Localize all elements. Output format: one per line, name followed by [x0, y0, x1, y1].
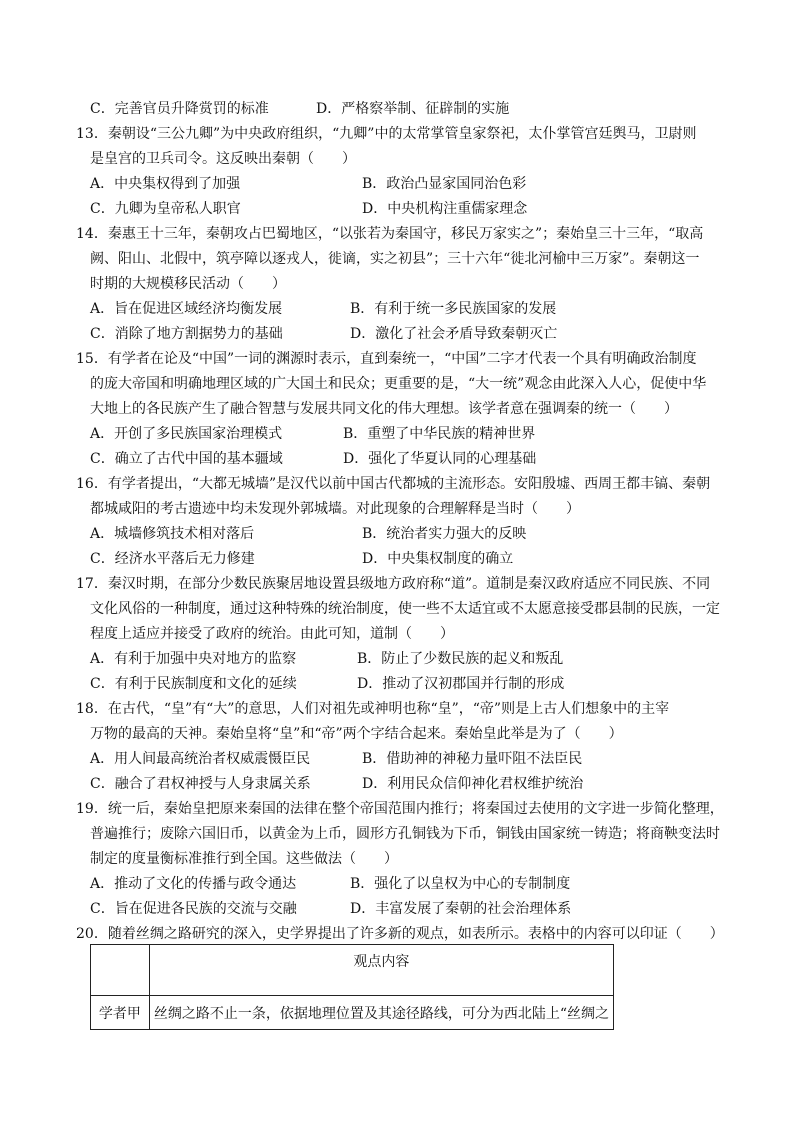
q17-stem-line3: 程度上适应并接受了政府的统治。由此可知，道制（ ） — [90, 626, 454, 642]
q13-option-a: A．中央集权得到了加强 — [90, 176, 241, 192]
q13-stem-line2: 是皇宫的卫兵司令。这反映出秦朝（ ） — [90, 151, 356, 167]
q18-option-d: D．利用民众信仰神化君权维护统治 — [362, 776, 584, 792]
q17-option-b: B．防止了少数民族的起义和叛乱 — [357, 651, 564, 667]
q14-option-c: C．消除了地方割据势力的基础 — [90, 326, 283, 342]
q19-stem-line2: 普遍推行；废除六国旧币，以黄金为上币，圆形方孔铜钱为下币，铜钱由国家统一铸造；将商鞅变法时 — [90, 826, 720, 842]
q15-stem-line3: 大地上的各民族产生了融合智慧与发展共同文化的伟大理想。该学者意在强调秦的统一（ ） — [90, 401, 678, 417]
q14-stem-line1: 14．秦惠王十三年，秦朝攻占巴蜀地区，“以张若为秦国守，移民万家实之”；秦始皇三十三年，“取高 — [76, 226, 704, 242]
q16-option-b: B．统治者实力强大的反映 — [362, 526, 527, 542]
q15-stem-line2: 的庞大帝国和明确地理区域的广大国土和民众；更重要的是，“大一统”观念由此深入人心，促使中华 — [90, 376, 707, 392]
q18-option-a: A．用人间最高统治者权威震慑臣民 — [90, 751, 311, 767]
q17-option-c: C．有利于民族制度和文化的延续 — [90, 676, 297, 692]
q18-stem-line1: 18．在古代，“皇”有“大”的意思，人们对祖先或神明也称“皇”，“帝”则是上古人们想象中的主宰 — [76, 701, 670, 717]
q15-option-d: D．强化了华夏认同的心理基础 — [343, 451, 537, 467]
q17-option-a: A．有利于加强中央对地方的监察 — [90, 651, 297, 667]
table-cell-viewpoint: 丝绸之路不止一条，依据地理位置及其途径路线，可分为西北陆上“丝绸之 — [149, 996, 613, 1030]
q17-option-d: D．推动了汉初郡国并行制的形成 — [357, 676, 565, 692]
table-header-cell-1 — [91, 945, 150, 996]
q13-option-b: B．政治凸显家国同治色彩 — [362, 176, 527, 192]
q16-option-a: A．城墙修筑技术相对落后 — [90, 526, 255, 542]
q13-option-d: D．中央机构注重儒家理念 — [362, 201, 528, 217]
q15-option-c: C．确立了古代中国的基本疆域 — [90, 451, 283, 467]
q14-stem-line3: 时期的大规模移民活动（ ） — [90, 276, 286, 292]
q14-option-b: B．有利于统一多民族国家的发展 — [350, 301, 557, 317]
q12-option-d: D．严格察举制、征辟制的实施 — [316, 101, 510, 117]
q15-option-a: A．开创了多民族国家治理模式 — [90, 426, 283, 442]
q14-option-a: A．旨在促进区域经济均衡发展 — [90, 301, 283, 317]
q13-stem-line1: 13．秦朝设“三公九卿”为中央政府组织，“九卿”中的太常掌管皇家祭祀，太仆掌管宫廷舆马，卫尉则 — [76, 126, 697, 142]
q19-stem-line1: 19．统一后，秦始皇把原来秦国的法律在整个帝国范围内推行；将秦国过去使用的文字进一步简化整理， — [76, 801, 724, 817]
q20-stem-line1: 20．随着丝绸之路研究的深入，史学界提出了许多新的观点，如表所示。表格中的内容可以印证（ ） — [76, 926, 724, 942]
q15-stem-line1: 15．有学者在论及“中国”一词的渊源时表示，直到秦统一，“中国”二字才代表一个具有明确政治制度 — [76, 351, 697, 367]
table-header-row — [91, 945, 614, 996]
table-row — [91, 996, 614, 1030]
q14-stem-line2: 阙、阳山、北假中，筑亭障以逐戎人，徙谪，实之初县”；三十六年“徙北河榆中三万家”。秦朝这一 — [90, 251, 700, 267]
viewpoint-table — [90, 944, 614, 1030]
q18-stem-line2: 万物的最高的天神。秦始皇将“皇”和“帝”两个字结合起来。秦始皇此举是为了（ ） — [90, 726, 623, 742]
q19-option-c: C．旨在促进各民族的交流与交融 — [90, 901, 297, 917]
q18-option-b: B．借助神的神秘力量吓阻不法臣民 — [362, 751, 583, 767]
q16-stem-line2: 都城咸阳的考古遗迹中均未发现外郭城墙。对此现象的合理解释是当时（ ） — [90, 501, 580, 517]
q19-option-b: B．强化了以皇权为中心的专制制度 — [350, 876, 571, 892]
q16-option-c: C．经济水平落后无力修建 — [90, 551, 255, 567]
q17-stem-line2: 文化风俗的一种制度，通过这种特殊的统治制度，使一些不太适宜或不太愿意接受郡县制的民族，一定 — [90, 601, 720, 617]
q13-option-c: C．九卿为皇帝私人职官 — [90, 201, 241, 217]
q15-option-b: B．重塑了中华民族的精神世界 — [343, 426, 536, 442]
q19-option-a: A．推动了文化的传播与政令通达 — [90, 876, 297, 892]
q16-option-d: D．中央集权制度的确立 — [362, 551, 514, 567]
q19-option-d: D．丰富发展了秦朝的社会治理体系 — [350, 901, 572, 917]
q18-option-c: C．融合了君权神授与人身隶属关系 — [90, 776, 311, 792]
q12-option-c: C．完善官员升降赏罚的标准 — [90, 101, 269, 117]
q17-stem-line1: 17．秦汉时期，在部分少数民族聚居地设置县级地方政府称“道”。道制是秦汉政府适应不同民族、不同 — [76, 576, 711, 592]
table-header-cell-2: 观点内容 — [149, 945, 613, 996]
q19-stem-line3: 制定的度量衡标准推行到全国。这些做法（ ） — [90, 851, 398, 867]
q16-stem-line1: 16．有学者提出，“大都无城墙”是汉代以前中国古代都城的主流形态。安阳殷墟、西周王都丰镐、秦朝 — [76, 476, 711, 492]
table-cell-scholar: 学者甲 — [91, 996, 150, 1030]
q14-option-d: D．激化了社会矛盾导致秦朝灭亡 — [350, 326, 558, 342]
